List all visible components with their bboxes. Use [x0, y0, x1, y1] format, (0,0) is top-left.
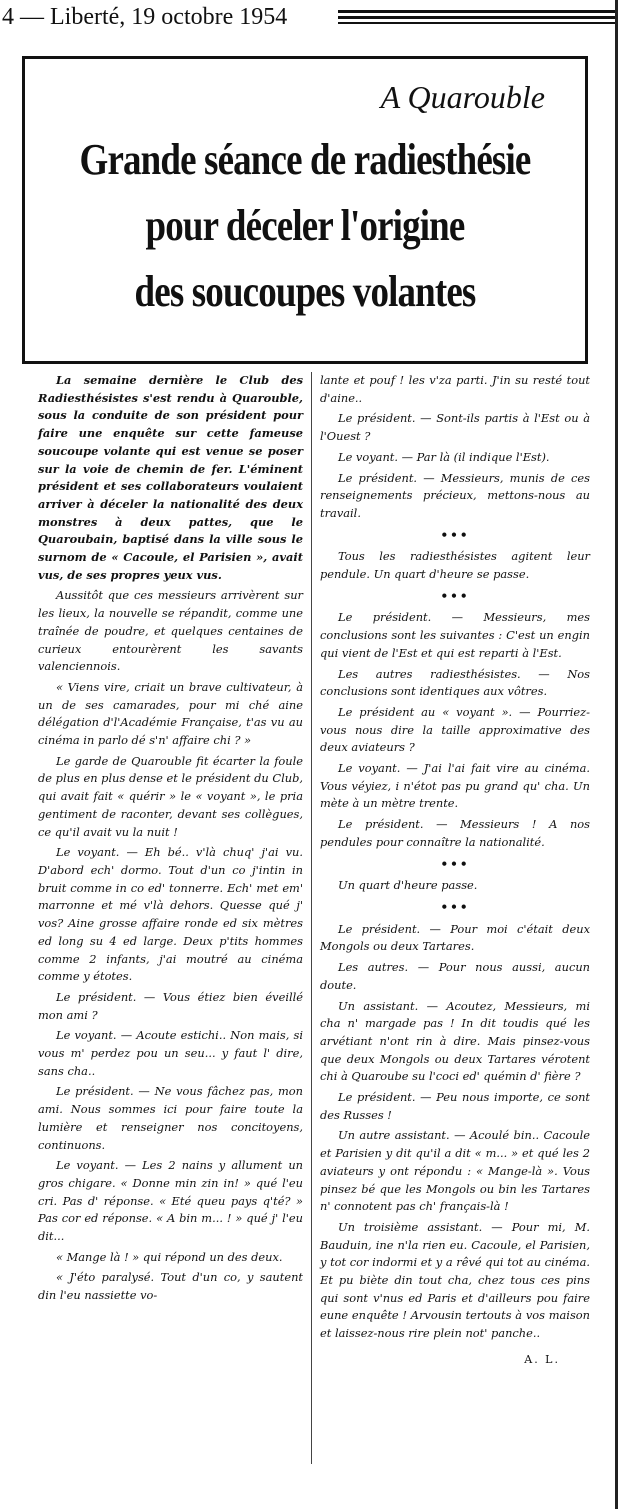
- article-headline: [70, 127, 540, 325]
- article-paragraph: Le président. — Messieurs, munis de ces renseignements précieux, mettons-nous au travail.: [320, 470, 590, 520]
- article-paragraph: Le voyant. — Par là (il indique l'Est).: [338, 449, 550, 464]
- section-separator: •••: [440, 588, 470, 603]
- article-paragraph: Le voyant. — J'ai l'ai fait vire au cinéma. Vous véyiez, i n'étot pas pu grand qu' cha. Un mète à un mètre trente.: [320, 761, 590, 811]
- column-divider: [311, 372, 312, 1464]
- article-paragraph: Le président au « voyant ». — Pourriez-vous nous dire la taille approximative des deux aviateurs ?: [320, 704, 590, 755]
- section-separator: •••: [440, 856, 470, 871]
- section-separator: •••: [440, 527, 470, 542]
- header-rule: [338, 16, 616, 19]
- article-paragraph: Le garde de Quarouble fit écarter la foule de plus en plus dense et le président du Club, qui avait fait « quérir » le « voyant », le pria gentiment de raconter, devant ses collègues, ce qu'il avait vu la nuit !: [38, 753, 303, 839]
- article-paragraph: Un autre assistant. — Acoulé bin.. Cacoule et Parisien y dit qu'il a dit « m... » et qué les 2 aviateurs y ont répondu : « Mange-là ». Vous pinsez bé que les Mongols ou bin les Tartares n' connotent pas ch' français-là !: [320, 1128, 590, 1214]
- article-paragraph: « Mange là ! » qui répond un des deux.: [56, 1249, 283, 1264]
- article-column-left: [38, 372, 303, 1308]
- article-paragraph: Tous les radiesthésistes agitent leur pendule. Un quart d'heure se passe.: [320, 549, 590, 582]
- article-paragraph: Le voyant. — Les 2 nains y allument un gros chigare. « Donne min zin in! » qué l'eu cri. Pas d' réponse. « Eté queu pays q'té? » Pas cor ed réponse. « A bin m... ! » qué j' l'eu dit...: [38, 1158, 303, 1244]
- article-paragraph: « J'éto paralysé. Tout d'un co, y sautent din l'eu nassiette vo-: [38, 1270, 303, 1303]
- article-kicker: A Quarouble: [380, 79, 545, 115]
- headline-line: Grande séance de radiesthésie: [79, 135, 531, 184]
- article-paragraph: Le président. — Messieurs, mes conclusions sont les suivantes : C'est un engin qui vient de l'Est et qui est reparti à l'Est.: [320, 610, 590, 660]
- article-paragraph: Le président. — Messieurs ! A nos pendules pour connaître la nationalité.: [320, 817, 590, 849]
- article-paragraph: Aussitôt que ces messieurs arrivèrent sur les lieux, la nouvelle se répandit, comme une traînée de poudre, et quelques centaines de curieux entourèrent les savants valenciennois.: [38, 588, 303, 674]
- article-paragraph: Le président. — Pour moi c'était deux Mongols ou deux Tartares.: [320, 921, 590, 954]
- header-rule: [338, 10, 616, 13]
- article-paragraph: Le président. — Sont-ils partis à l'Est ou à l'Ouest ?: [320, 411, 590, 444]
- article-paragraph: Le président. — Peu nous importe, ce sont des Russes !: [320, 1090, 590, 1122]
- article-paragraph: La semaine dernière le Club des Radiesthésistes s'est rendu à Quarouble, sous la conduite de son président pour faire une enquête sur cette fameuse soucoupe volante qui est venue se poser sur la voie de chemin de fer. L'éminent président et ses collaborateurs voulaient arriver à déceler la nationalité des deux monstres à deux pattes, que le Quaroubain, baptisé dans la ville sous le surnom de « Cacoule, el Parisien », avait vus, de ses propres yeux vus.: [38, 373, 303, 582]
- page-header: [0, 0, 618, 36]
- headline-box: [22, 56, 588, 364]
- article-paragraph: Un quart d'heure passe.: [338, 878, 478, 893]
- headline-line: pour déceler l'origine: [145, 201, 465, 250]
- article-paragraph: lante et pouf ! les v'za parti. J'in su resté tout d'aine..: [320, 373, 590, 405]
- section-separator: •••: [440, 899, 470, 914]
- header-rule: [338, 22, 616, 24]
- article-paragraph: Un assistant. — Acoutez, Messieurs, mi cha n' margade pas ! In dit toudis qué les arvétiant n'ont rin à dire. Mais pinsez-vous que deux Mongols ou deux Tartares vérotent chi à Quaroube su l'coci ed' quémin d' fière ?: [320, 998, 590, 1084]
- article-paragraph: Le voyant. — Acoute estichi.. Non mais, si vous m' perdez pou un seu... y faut l' dire, sans cha..: [38, 1028, 303, 1078]
- article-paragraph: Le président. — Ne vous fâchez pas, mon ami. Nous sommes ici pour faire toute la lumière et renseigner nos concitoyens, continuons.: [38, 1084, 303, 1152]
- article-paragraph: Les autres radiesthésistes. — Nos conclusions sont identiques aux vôtres.: [320, 666, 590, 699]
- article-column-right: [320, 372, 590, 1369]
- article-paragraph: Le voyant. — Eh bé.. v'là chuq' j'ai vu. D'abord ech' dormo. Tout d'un co j'intin in bruit comme in co ed' tonnerre. Ech' met em' marronne et mé v'là dehors. Quesse qué j' vos? Aine grosse affaire ronde ed six mètres ed long su 4 ed large. Deux p'tits hommes comme 2 infants, j'ai moutré au cinéma comme y étotes.: [38, 845, 303, 984]
- headline-line: des soucoupes volantes: [134, 267, 476, 316]
- article-paragraph: Le président. — Vous étiez bien éveillé mon ami ?: [38, 989, 303, 1022]
- article-paragraph: Les autres. — Pour nous aussi, aucun doute.: [320, 960, 590, 992]
- article-paragraph: Un troisième assistant. — Pour mi, M. Bauduin, ine n'la rien eu. Cacoule, el Parisien, y tot cor indormi et y a rêvé qui tot au cinéma. Et pu biète din tout cha, chez tous ces pins qui sont v'nus ed Paris et d'ailleurs pou faire eune enquête ! Arvousin tertouts à vos maison et laissez-nous rire plein not' panche..: [320, 1219, 590, 1341]
- page-dateline: 4 — Liberté, 19 octobre 1954: [2, 4, 288, 30]
- author-signature: A. L.: [524, 1352, 560, 1366]
- article-paragraph: « Viens vire, criait un brave cultivateur, à un de ses camarades, pour mi ché aine délégation d'l'Académie Française, t'as vu au cinéma in parlo dé s'n' affaire chi ? »: [38, 679, 303, 748]
